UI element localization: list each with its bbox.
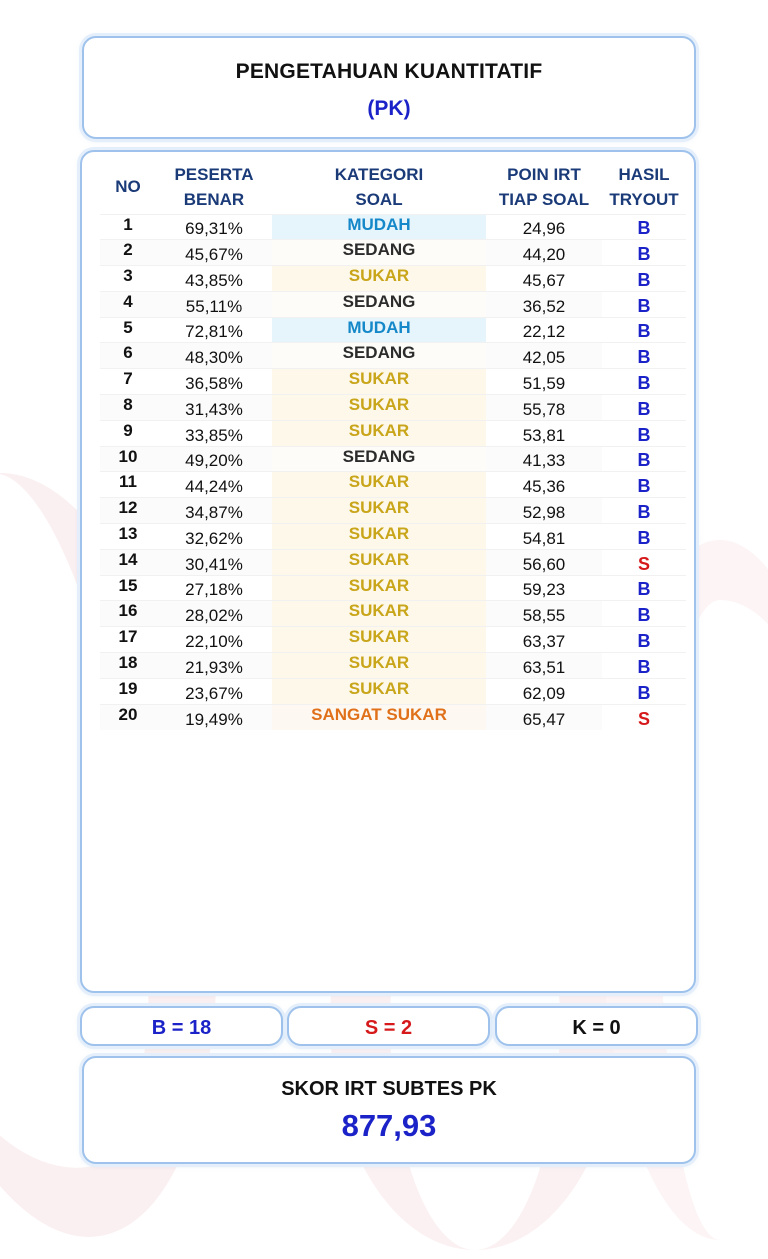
poin-irt-value: 52,98 xyxy=(486,498,602,524)
row-number: 16 xyxy=(100,601,156,627)
poin-irt-value: 42,05 xyxy=(486,343,602,369)
poin-irt-value: 24,96 xyxy=(486,214,602,240)
hasil-value: B xyxy=(602,240,686,266)
table-row xyxy=(100,549,686,575)
peserta-benar-value: 19,49% xyxy=(156,704,272,730)
poin-irt-value: 51,59 xyxy=(486,369,602,395)
poin-irt-value: 54,81 xyxy=(486,524,602,550)
title-card xyxy=(82,36,696,139)
kategori-badge: SUKAR xyxy=(272,472,486,498)
salah-count-badge: S = 2 xyxy=(287,1006,490,1046)
table-row xyxy=(100,266,686,292)
row-number: 13 xyxy=(100,524,156,550)
row-number: 8 xyxy=(100,395,156,421)
table-row xyxy=(100,601,686,627)
hasil-value: S xyxy=(602,549,686,575)
poin-irt-value: 65,47 xyxy=(486,704,602,730)
column-header-hasil-tryout: HASIL TRYOUT xyxy=(609,164,679,209)
table-row xyxy=(100,317,686,343)
row-number: 3 xyxy=(100,266,156,292)
kategori-badge: SEDANG xyxy=(272,240,486,266)
hasil-value: B xyxy=(602,291,686,317)
table-row xyxy=(100,678,686,704)
poin-irt-value: 58,55 xyxy=(486,601,602,627)
kategori-badge: SEDANG xyxy=(272,446,486,472)
table-row xyxy=(100,420,686,446)
table-row xyxy=(100,627,686,653)
peserta-benar-value: 32,62% xyxy=(156,524,272,550)
poin-irt-value: 45,67 xyxy=(486,266,602,292)
peserta-benar-value: 21,93% xyxy=(156,653,272,679)
kategori-badge: SUKAR xyxy=(272,653,486,679)
kategori-badge: SEDANG xyxy=(272,343,486,369)
peserta-benar-value: 30,41% xyxy=(156,549,272,575)
peserta-benar-value: 69,31% xyxy=(156,214,272,240)
hasil-value: B xyxy=(602,266,686,292)
kategori-badge: SUKAR xyxy=(272,627,486,653)
table-row xyxy=(100,214,686,240)
kategori-badge: SUKAR xyxy=(272,369,486,395)
hasil-value: B xyxy=(602,446,686,472)
hasil-value: B xyxy=(602,214,686,240)
row-number: 19 xyxy=(100,678,156,704)
hasil-value: B xyxy=(602,395,686,421)
peserta-benar-value: 44,24% xyxy=(156,472,272,498)
peserta-benar-value: 72,81% xyxy=(156,317,272,343)
poin-irt-value: 62,09 xyxy=(486,678,602,704)
poin-irt-value: 41,33 xyxy=(486,446,602,472)
hasil-value: B xyxy=(602,627,686,653)
peserta-benar-value: 49,20% xyxy=(156,446,272,472)
table-row xyxy=(100,240,686,266)
poin-irt-value: 45,36 xyxy=(486,472,602,498)
hasil-value: S xyxy=(602,704,686,730)
poin-irt-value: 44,20 xyxy=(486,240,602,266)
results-table-card xyxy=(80,150,696,993)
results-table xyxy=(100,160,686,730)
hasil-value: B xyxy=(602,369,686,395)
hasil-value: B xyxy=(602,601,686,627)
poin-irt-value: 63,37 xyxy=(486,627,602,653)
page-title: PENGETAHUAN KUANTITATIF xyxy=(235,60,543,83)
column-header-kategori-soal: KATEGORI SOAL xyxy=(334,164,424,209)
row-number: 18 xyxy=(100,653,156,679)
table-row xyxy=(100,395,686,421)
row-number: 20 xyxy=(100,704,156,730)
column-header-no: NO xyxy=(115,177,141,197)
kategori-badge: SUKAR xyxy=(272,575,486,601)
row-number: 4 xyxy=(100,291,156,317)
score-card xyxy=(82,1056,696,1164)
row-number: 9 xyxy=(100,420,156,446)
row-number: 17 xyxy=(100,627,156,653)
row-number: 15 xyxy=(100,575,156,601)
page-subtitle: (PK) xyxy=(367,97,411,120)
kategori-badge: SUKAR xyxy=(272,601,486,627)
peserta-benar-value: 45,67% xyxy=(156,240,272,266)
peserta-benar-value: 31,43% xyxy=(156,395,272,421)
row-number: 2 xyxy=(100,240,156,266)
column-header-peserta-benar: PESERTA BENAR xyxy=(174,164,254,209)
kosong-count-badge: K = 0 xyxy=(495,1006,698,1046)
kategori-badge: SEDANG xyxy=(272,291,486,317)
table-row xyxy=(100,446,686,472)
score-value: 877,93 xyxy=(341,1108,437,1143)
kategori-badge: SUKAR xyxy=(272,395,486,421)
row-number: 5 xyxy=(100,317,156,343)
table-row xyxy=(100,575,686,601)
kategori-badge: MUDAH xyxy=(272,317,486,343)
table-row xyxy=(100,369,686,395)
kategori-badge: SUKAR xyxy=(272,266,486,292)
benar-count-badge: B = 18 xyxy=(80,1006,283,1046)
peserta-benar-value: 43,85% xyxy=(156,266,272,292)
hasil-value: B xyxy=(602,317,686,343)
hasil-value: B xyxy=(602,524,686,550)
peserta-benar-value: 55,11% xyxy=(156,291,272,317)
kategori-badge: SUKAR xyxy=(272,549,486,575)
table-row xyxy=(100,343,686,369)
poin-irt-value: 22,12 xyxy=(486,317,602,343)
kategori-badge: MUDAH xyxy=(272,214,486,240)
peserta-benar-value: 23,67% xyxy=(156,678,272,704)
row-number: 12 xyxy=(100,498,156,524)
row-number: 7 xyxy=(100,369,156,395)
table-header-row xyxy=(100,160,686,214)
score-label: SKOR IRT SUBTES PK xyxy=(281,1078,497,1100)
row-number: 1 xyxy=(100,214,156,240)
hasil-value: B xyxy=(602,575,686,601)
peserta-benar-value: 48,30% xyxy=(156,343,272,369)
row-number: 6 xyxy=(100,343,156,369)
table-row xyxy=(100,291,686,317)
hasil-value: B xyxy=(602,420,686,446)
kategori-badge: SUKAR xyxy=(272,524,486,550)
poin-irt-value: 53,81 xyxy=(486,420,602,446)
table-row xyxy=(100,704,686,730)
poin-irt-value: 36,52 xyxy=(486,291,602,317)
poin-irt-value: 63,51 xyxy=(486,653,602,679)
row-number: 14 xyxy=(100,549,156,575)
peserta-benar-value: 34,87% xyxy=(156,498,272,524)
table-row xyxy=(100,653,686,679)
peserta-benar-value: 36,58% xyxy=(156,369,272,395)
hasil-value: B xyxy=(602,653,686,679)
row-number: 11 xyxy=(100,472,156,498)
peserta-benar-value: 27,18% xyxy=(156,575,272,601)
poin-irt-value: 55,78 xyxy=(486,395,602,421)
hasil-value: B xyxy=(602,498,686,524)
table-row xyxy=(100,524,686,550)
kategori-badge: SUKAR xyxy=(272,498,486,524)
poin-irt-value: 59,23 xyxy=(486,575,602,601)
column-header-poin-irt: POIN IRT TIAP SOAL xyxy=(498,164,590,209)
hasil-value: B xyxy=(602,678,686,704)
hasil-value: B xyxy=(602,472,686,498)
kategori-badge: SUKAR xyxy=(272,678,486,704)
kategori-badge: SUKAR xyxy=(272,420,486,446)
hasil-value: B xyxy=(602,343,686,369)
kategori-badge: SANGAT SUKAR xyxy=(272,704,486,730)
table-row xyxy=(100,472,686,498)
row-number: 10 xyxy=(100,446,156,472)
peserta-benar-value: 22,10% xyxy=(156,627,272,653)
peserta-benar-value: 28,02% xyxy=(156,601,272,627)
table-row xyxy=(100,498,686,524)
poin-irt-value: 56,60 xyxy=(486,549,602,575)
peserta-benar-value: 33,85% xyxy=(156,420,272,446)
